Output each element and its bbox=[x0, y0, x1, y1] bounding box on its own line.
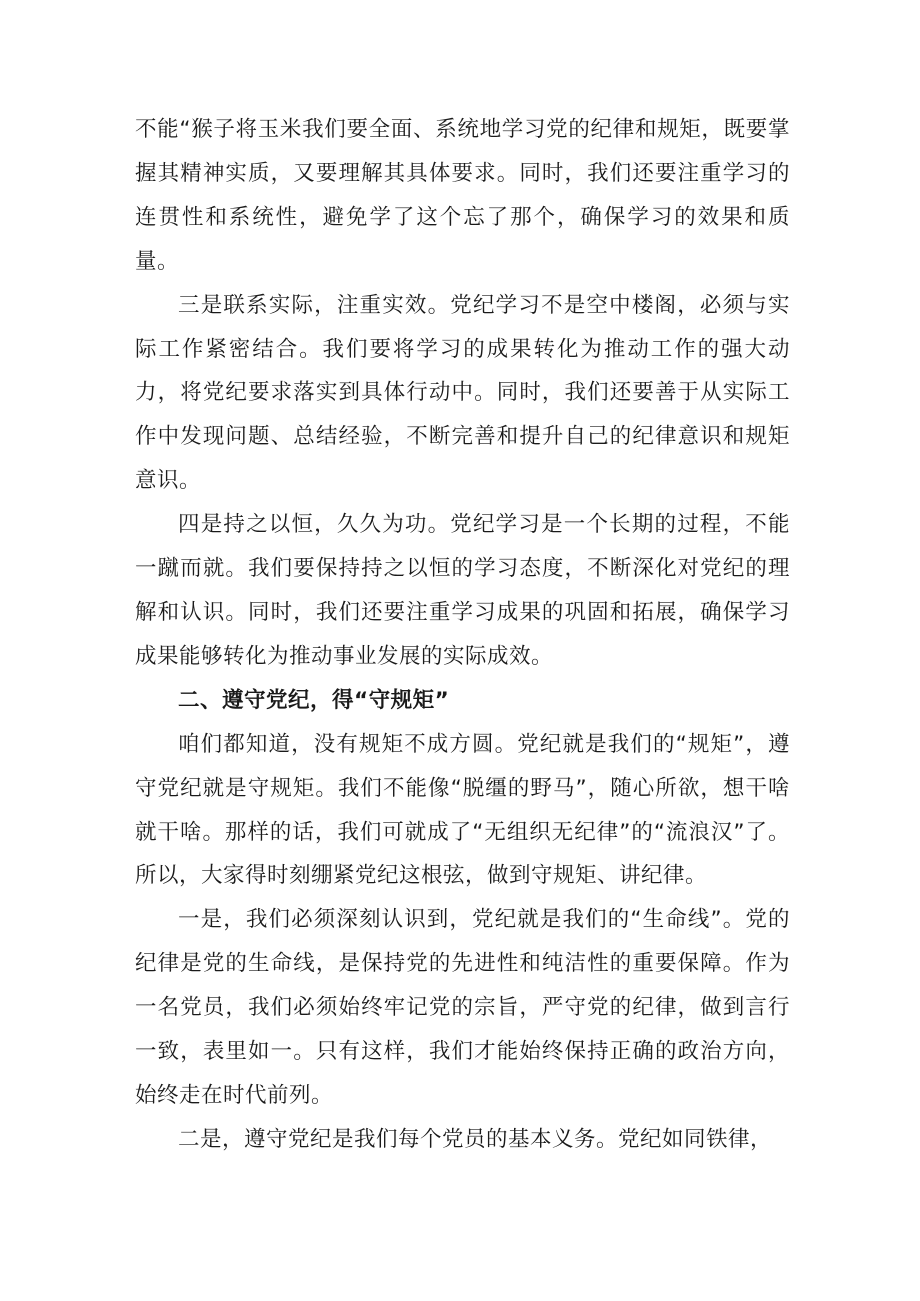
section-heading-two: 二、遵守党纪，得“守规矩” bbox=[178, 687, 450, 713]
paragraph-point-four: 四是持之以恒，久久为功。党纪学习是一个长期的过程，不能一蹴而就。我们要保持持之以恒的学习态度，不断深化对党纪的理解和认识。同时，我们还要注重学习成果的巩固和拓展，确保学习成果能够转化为推动事业发展的实际成效。 bbox=[135, 512, 790, 669]
paragraph-learning-continuity: 不能“猴子将玉米我们要全面、系统地学习党的纪律和规矩，既要掌握其精神实质，又要理解其具体要求。同时，我们还要注重学习的连贯性和系统性，避免学了这个忘了那个，确保学习的效果和质量。 bbox=[135, 117, 790, 274]
paragraph-basic-duty: 二是，遵守党纪是我们每个党员的基本义务。党纪如同铁律， bbox=[178, 1126, 773, 1152]
paragraph-lifeline: 一是，我们必须深刻认识到，党纪就是我们的“生命线”。党的纪律是党的生命线，是保持党的先进性和纯洁性的重要保障。作为一名党员，我们必须始终牢记党的宗旨，严守党的纪律，做到言行一致，表里如一。只有这样，我们才能始终保持正确的政治方向，始终走在时代前列。 bbox=[135, 907, 790, 1108]
document-body bbox=[135, 108, 790, 1162]
paragraph-rules-intro: 咱们都知道，没有规矩不成方圆。党纪就是我们的“规矩”，遵守党纪就是守规矩。我们不能像“脱缰的野马”，随心所欲，想干啥就干啥。那样的话，我们可就成了“无组织无纪律”的“流浪汉”了。所以，大家得时刻绷紧党纪这根弦，做到守规矩、讲纪律。 bbox=[135, 731, 790, 889]
paragraph-point-three: 三是联系实际，注重实效。党纪学习不是空中楼阁，必须与实际工作紧密结合。我们要将学习的成果转化为推动工作的强大动力，将党纪要求落实到具体行动中。同时，我们还要善于从实际工作中发现问题、总结经验，不断完善和提升自己的纪律意识和规矩意识。 bbox=[135, 292, 790, 494]
